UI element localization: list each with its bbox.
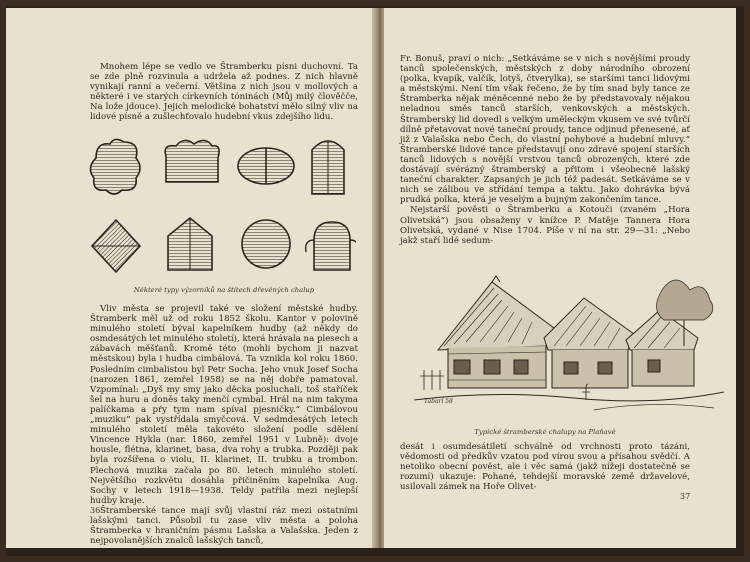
window-quatrefoil-icon — [90, 139, 140, 194]
window-diamond-icon — [92, 220, 140, 272]
sketch-signature: Tabarí 58 — [424, 398, 453, 405]
right-page — [384, 8, 736, 548]
figure-caption: Některé typy výzorníků na štítech dřevěných chalup — [133, 286, 315, 294]
window-cusped-icon — [165, 140, 219, 182]
cottages-illustration — [414, 250, 724, 418]
window-round-icon — [242, 220, 290, 268]
right-paragraph-3: desát i osumdesátiletí schválně od vrchnosti proto tázáni, vědomosti od předkův vzatou pod vírou svou a přísahou svědčí. A netoliko obecní pověst, ale i věc samá (jakž nížeji dostatečně se rozumí) ukazuje: Pohané, tehdejší moravské země državelové, usilovali zámek na Hoře Olivet- — [400, 442, 690, 493]
left-paragraph-2: Vliv města se projevil také ve složení městské hudby. Štramberk měl už od roku 1852 školu. Kantor v polovině minulého století býval kapelníkem hudby (až někdy do osmdesátých let minulého století), která hrávala na plesech a zábavách měšťanů. Kromě této (mohli bychom ji nazvat městskou) byla i hudba cimbálová. Ta vznikla kol roku 1860. Posledním cimbalistou byl Petr Socha. Jeho vnuk Josef Socha (narozen 1861, zemřel 1958) se na něj dobře pamatoval. Vzpomínal: „Dyš my smy jako děcka posluchali, toš staříček šel na huru a doněs taky menčí cymbal. Hrál na nim takyma palíčkama a pŕy tym nam spíval pjesničky.“ Cimbálovou „muziku“ pak vystřídala smyčcová. V sedmdesátých letech minulého století měla takovéto složení podle sdělení Vincence Hykla (nar. 1860, zemřel 1951 v Lubně): dvoje housle, flétna, klarinet, basa, dva rohy a trubka. Později pak byla rozšířena o violu, II. klarinet, II. trubku a trombon. Plechová muzika začala po 80. letech minulého století. Největšího rozkvětu dosáhla přičiněním kapelníka Aug. Sochy v letech 1918—1938. Teldy patřila mezi nejlepší hudby kraje. Štramberské tance mají svůj vlastní ráz mezi ostatními lašskými tanci. Působil tu zase vliv města a poloha Štramberka v hraničním pásmu Lašska a Valašska. Jeden z nejpovolanějších znalců lašských tanců, — [90, 304, 358, 547]
left-page — [6, 8, 377, 548]
right-paragraph-1: Fr. Bonuš, praví o nich: „Setkáváme se v nich s novějšími proudy tanců společenských, městských z doby národního obrození (polka, kvapík, valčík, lotyš, čtverylka), se staršími tanci lidovými a městskými. Není tím však řečeno, že by tím snad byly tance ze Štramberka nějak méněcenné nebo že by představovaly nějakou neladnou směs tanců starších, venkovských a městských. Štramberský lid dovedl s velkým uměleckým vkusem ve své tvůrčí dílně přetavovat nové taneční proudy, tance odjinud přenesené, ať již z Valašska nebo Čech, do vlastní pohybové a hudební mluvy.“ Štramberské lidové tance představují ono zdravé spojení starších tanců lidových s novější vrstvou tanců obrozených, které zde dostávají svérázný štramberský a přitom i všeobecně lašský taneční charakter. Zapsaných je jich též padesát. Setkáváme se v nich se zálibou ve střídání tempa a taktu. Jako dohrávka bývá prudká polka, která je veselým a bujným zakončením tance. Nejstarší pověsti o Štramberku a Kotouči (zvaném „Hora Olivetská“) jsou obsaženy v knížce P. Matěje Tannera Hora Olivetská, vydané v Nise 1704. Píše v ní na str. 29—31: „Nebo jakž staří lidé sedum- — [400, 54, 690, 246]
page-number-right: 37 — [680, 492, 691, 501]
illustration-caption: Typické štramberské chalupy na Plaňavě — [474, 428, 616, 436]
left-paragraph-1: Mnohem lépe se vedlo ve Štramberku písni duchovní. Ta se zde plně rozvinula a udržela až podnes. Z nich hlavně vynikají ranní a večerní. Většina z nich jsou v mollových a některé i ve starých církevních tóninách (Můj milý člověčče, Na lože jdouce). Jejich melodické bohatství mělo silný vliv na lidové písně a zušlechťovalo hudební vkus zdejšího lidu. — [90, 62, 358, 123]
page-number-left: 36 — [90, 506, 101, 515]
window-oval-icon — [238, 148, 294, 184]
window-bell-icon — [306, 222, 356, 270]
window-arched-icon — [312, 141, 344, 194]
window-gable-icon — [168, 218, 212, 270]
window-types-figure — [86, 136, 356, 286]
